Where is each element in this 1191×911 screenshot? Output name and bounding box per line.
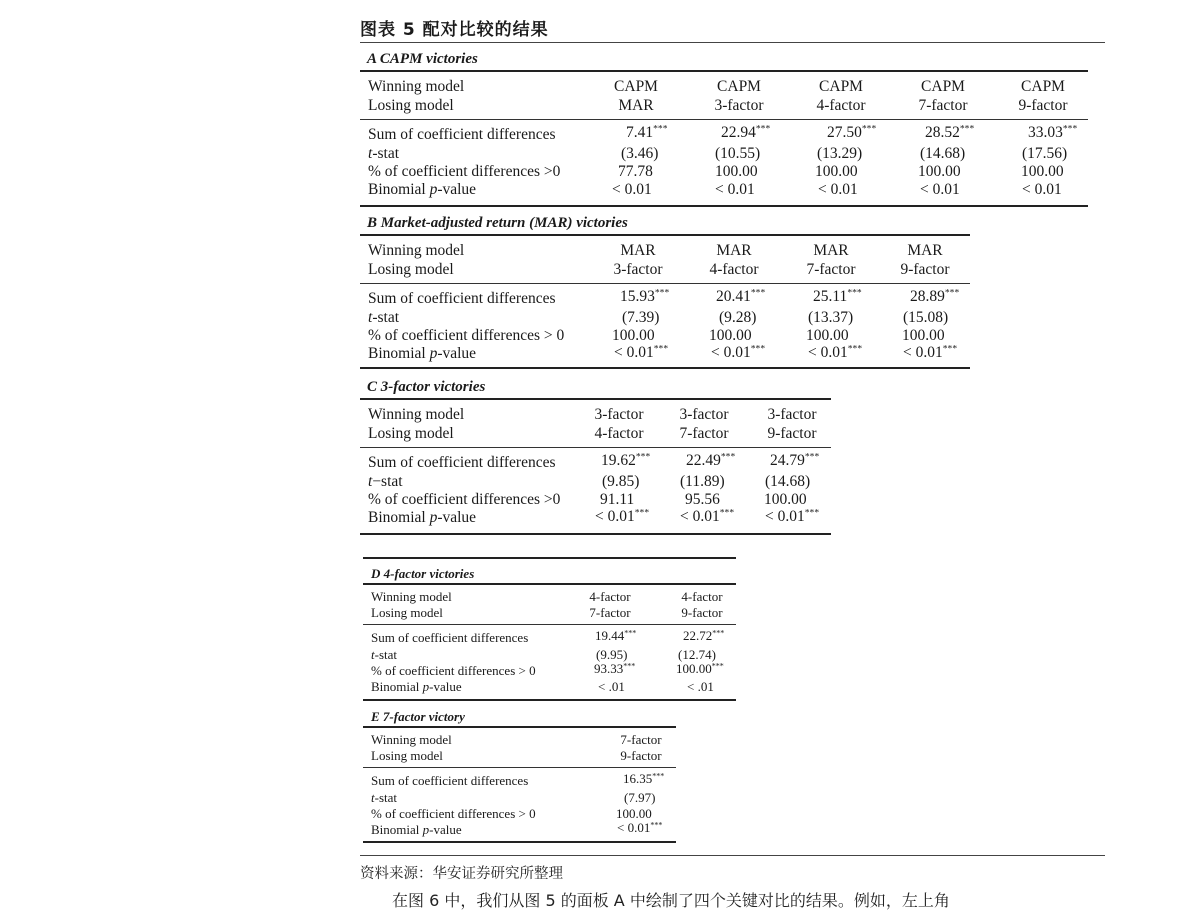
pct-label: % of coefficient differences >0 xyxy=(368,163,561,180)
panel-a-sum-5: 33.03*** xyxy=(1028,123,1078,141)
losing-model-label: Losing model xyxy=(371,748,443,763)
panel-a-binom-3: < 0.01 xyxy=(818,181,858,198)
panel-a-binom-5: < 0.01 xyxy=(1022,181,1062,198)
panel-b-winning-4: MAR xyxy=(907,242,943,259)
panel-e-tstat-1: (7.97) xyxy=(624,790,656,805)
source-note: 资料来源：华安证券研究所整理 xyxy=(360,866,563,882)
pct-label: % of coefficient differences > 0 xyxy=(368,327,565,344)
panel-a-tstat-2: (10.55) xyxy=(715,145,761,162)
panel-b-winning-1: MAR xyxy=(620,242,656,259)
tstat-label: t−stat xyxy=(368,473,403,490)
panel-a-winning-1: CAPM xyxy=(614,78,658,95)
panel-b-pct-2: 100.00 xyxy=(709,327,752,344)
panel-e-top-rule xyxy=(363,726,676,728)
binomial-label: Binomial p-value xyxy=(371,679,462,694)
panel-c-winning-2: 3-factor xyxy=(679,406,729,423)
winning-model-label: Winning model xyxy=(368,78,465,95)
panel-b-top-rule xyxy=(360,234,970,236)
panel-a-pct-5: 100.00 xyxy=(1021,163,1064,180)
panel-a-capm-victories xyxy=(360,48,1088,208)
panel-a-sum-4: 28.52*** xyxy=(925,123,975,141)
panel-a-mid-rule xyxy=(360,119,1088,120)
tstat-label: t-stat xyxy=(368,309,399,326)
panel-c-sum-3: 24.79*** xyxy=(770,451,820,469)
panel-b-binom-1: < 0.01*** xyxy=(614,343,669,361)
panel-e-mid-rule xyxy=(363,767,676,768)
panel-d-4-factor-victories xyxy=(363,556,736,704)
panel-d-losing-1: 7-factor xyxy=(589,605,631,620)
panel-a-pct-4: 100.00 xyxy=(918,163,961,180)
panel-b-winning-2: MAR xyxy=(716,242,752,259)
panel-c-binom-2: < 0.01*** xyxy=(680,507,735,525)
panel-b-tstat-2: (9.28) xyxy=(719,309,757,326)
sum-label: Sum of coefficient differences xyxy=(368,290,556,307)
pct-label: % of coefficient differences >0 xyxy=(368,491,561,508)
sum-label: Sum of coefficient differences xyxy=(371,630,529,645)
panel-a-losing-5: 9-factor xyxy=(1018,97,1068,114)
panel-b-losing-4: 9-factor xyxy=(900,261,950,278)
panel-d-binom-2: < .01 xyxy=(687,679,714,694)
panel-c-binom-3: < 0.01*** xyxy=(765,507,820,525)
panel-e-sum-1: 16.35*** xyxy=(623,771,665,786)
panel-a-losing-3: 4-factor xyxy=(816,97,866,114)
pct-label: % of coefficient differences > 0 xyxy=(371,806,536,821)
panel-b-tstat-4: (15.08) xyxy=(903,309,949,326)
panel-a-losing-4: 7-factor xyxy=(918,97,968,114)
panel-b-pct-1: 100.00 xyxy=(612,327,655,344)
panel-b-title: B Market-adjusted return (MAR) victories xyxy=(367,215,628,231)
bottom-rule xyxy=(360,855,1105,856)
panel-d-losing-2: 9-factor xyxy=(681,605,723,620)
panel-d-pct-1: 93.33*** xyxy=(594,661,636,676)
winning-model-label: Winning model xyxy=(368,406,465,423)
sum-label: Sum of coefficient differences xyxy=(371,773,529,788)
panel-b-sum-1: 15.93*** xyxy=(620,287,670,305)
panel-e-pct-1: 100.00 xyxy=(616,806,652,821)
panel-b-sum-4: 28.89*** xyxy=(910,287,960,305)
panel-c-losing-1: 4-factor xyxy=(594,425,644,442)
panel-c-binom-1: < 0.01*** xyxy=(595,507,650,525)
panel-d-title: D 4-factor victories xyxy=(371,566,475,581)
panel-d-sum-2: 22.72*** xyxy=(683,628,725,643)
panel-a-binom-4: < 0.01 xyxy=(920,181,960,198)
panel-d-tstat-1: (9.95) xyxy=(596,647,628,662)
losing-model-label: Losing model xyxy=(368,261,454,278)
binomial-label: Binomial p-value xyxy=(368,345,477,362)
panel-a-winning-5: CAPM xyxy=(1021,78,1065,95)
panel-c-top-rule xyxy=(360,398,831,400)
binomial-label: Binomial p-value xyxy=(371,822,462,837)
pct-label: % of coefficient differences > 0 xyxy=(371,663,536,678)
panel-a-tstat-5: (17.56) xyxy=(1022,145,1068,162)
panel-b-sum-3: 25.11*** xyxy=(813,287,862,305)
losing-model-label: Losing model xyxy=(368,97,454,114)
panel-c-pct-1: 91.11 xyxy=(600,491,635,508)
panel-d-bottom-rule xyxy=(363,699,736,701)
panel-b-losing-3: 7-factor xyxy=(806,261,856,278)
panel-c-winning-1: 3-factor xyxy=(594,406,644,423)
panel-d-top-rule xyxy=(363,583,736,585)
panel-a-winning-4: CAPM xyxy=(921,78,965,95)
panel-a-sum-2: 22.94*** xyxy=(721,123,771,141)
body-paragraph: 在图 6 中，我们从图 5 的面板 A 中绘制了四个关键对比的结果。例如，左上角 xyxy=(392,891,950,910)
panel-d-sum-1: 19.44*** xyxy=(595,628,637,643)
panel-b-losing-2: 4-factor xyxy=(709,261,759,278)
tstat-label: t-stat xyxy=(371,647,398,662)
panel-c-sum-1: 19.62*** xyxy=(601,451,651,469)
panel-a-tstat-3: (13.29) xyxy=(817,145,863,162)
panel-c-title: C 3-factor victories xyxy=(367,379,486,395)
sum-label: Sum of coefficient differences xyxy=(368,126,556,143)
binomial-label: Binomial p-value xyxy=(368,181,477,198)
panel-a-tstat-4: (14.68) xyxy=(920,145,966,162)
figure-title: 图表 5 配对比较的结果 xyxy=(360,20,549,40)
panel-a-winning-2: CAPM xyxy=(717,78,761,95)
panel-e-title: E 7-factor victory xyxy=(371,709,465,724)
losing-model-label: Losing model xyxy=(371,605,443,620)
panel-a-pct-3: 100.00 xyxy=(815,163,858,180)
panel-a-tstat-1: (3.46) xyxy=(621,145,659,162)
panel-d-mid-rule xyxy=(363,624,736,625)
panel-d-binom-1: < .01 xyxy=(598,679,625,694)
panel-a-sum-1: 7.41*** xyxy=(626,123,668,141)
panel-e-7-factor-victory xyxy=(363,704,676,846)
panel-c-tstat-3: (14.68) xyxy=(765,473,811,490)
panel-a-losing-2: 3-factor xyxy=(714,97,764,114)
panel-b-losing-1: 3-factor xyxy=(613,261,663,278)
panel-a-binom-2: < 0.01 xyxy=(715,181,755,198)
panel-c-3-factor-victories xyxy=(360,376,831,536)
panel-b-winning-3: MAR xyxy=(813,242,849,259)
panel-a-pct-1: 77.78 xyxy=(618,163,653,180)
panel-e-winning-1: 7-factor xyxy=(620,732,662,747)
panel-a-pct-2: 100.00 xyxy=(715,163,758,180)
panel-a-winning-3: CAPM xyxy=(819,78,863,95)
panel-c-losing-3: 9-factor xyxy=(767,425,817,442)
panel-b-binom-3: < 0.01*** xyxy=(808,343,863,361)
panel-e-bottom-rule xyxy=(363,841,676,843)
panel-c-pct-2: 95.56 xyxy=(685,491,720,508)
panel-d-outer-top-rule xyxy=(363,557,736,559)
panel-e-binom-1: < 0.01*** xyxy=(617,820,663,835)
panel-b-binom-4: < 0.01*** xyxy=(903,343,958,361)
winning-model-label: Winning model xyxy=(371,589,452,604)
panel-c-pct-3: 100.00 xyxy=(764,491,807,508)
tstat-label: t-stat xyxy=(371,790,398,805)
winning-model-label: Winning model xyxy=(368,242,465,259)
winning-model-label: Winning model xyxy=(371,732,452,747)
panel-b-binom-2: < 0.01*** xyxy=(711,343,766,361)
top-rule xyxy=(360,42,1105,43)
losing-model-label: Losing model xyxy=(368,425,454,442)
panel-d-tstat-2: (12.74) xyxy=(678,647,716,662)
panel-d-winning-1: 4-factor xyxy=(589,589,631,604)
panel-c-tstat-2: (11.89) xyxy=(680,473,725,490)
panel-b-pct-3: 100.00 xyxy=(806,327,849,344)
panel-a-top-rule xyxy=(360,70,1088,72)
panel-d-pct-2: 100.00*** xyxy=(676,661,724,676)
panel-b-mar-victories xyxy=(360,212,970,372)
panel-a-title: A CAPM victories xyxy=(367,51,478,67)
panel-b-pct-4: 100.00 xyxy=(902,327,945,344)
panel-c-tstat-1: (9.85) xyxy=(602,473,640,490)
binomial-label: Binomial p-value xyxy=(368,509,477,526)
panel-a-losing-1: MAR xyxy=(618,97,654,114)
panel-c-mid-rule xyxy=(360,447,831,448)
panel-b-tstat-3: (13.37) xyxy=(808,309,854,326)
panel-b-bottom-rule xyxy=(360,367,970,369)
tstat-label: t-stat xyxy=(368,145,399,162)
panel-c-bottom-rule xyxy=(360,533,831,535)
panel-b-mid-rule xyxy=(360,283,970,284)
panel-a-bottom-rule xyxy=(360,205,1088,207)
panel-a-binom-1: < 0.01 xyxy=(612,181,652,198)
sum-label: Sum of coefficient differences xyxy=(368,454,556,471)
panel-b-sum-2: 20.41*** xyxy=(716,287,766,305)
panel-e-losing-1: 9-factor xyxy=(620,748,662,763)
panel-d-winning-2: 4-factor xyxy=(681,589,723,604)
panel-c-losing-2: 7-factor xyxy=(679,425,729,442)
panel-a-sum-3: 27.50*** xyxy=(827,123,877,141)
panel-c-winning-3: 3-factor xyxy=(767,406,817,423)
panel-b-tstat-1: (7.39) xyxy=(622,309,660,326)
panel-c-sum-2: 22.49*** xyxy=(686,451,736,469)
